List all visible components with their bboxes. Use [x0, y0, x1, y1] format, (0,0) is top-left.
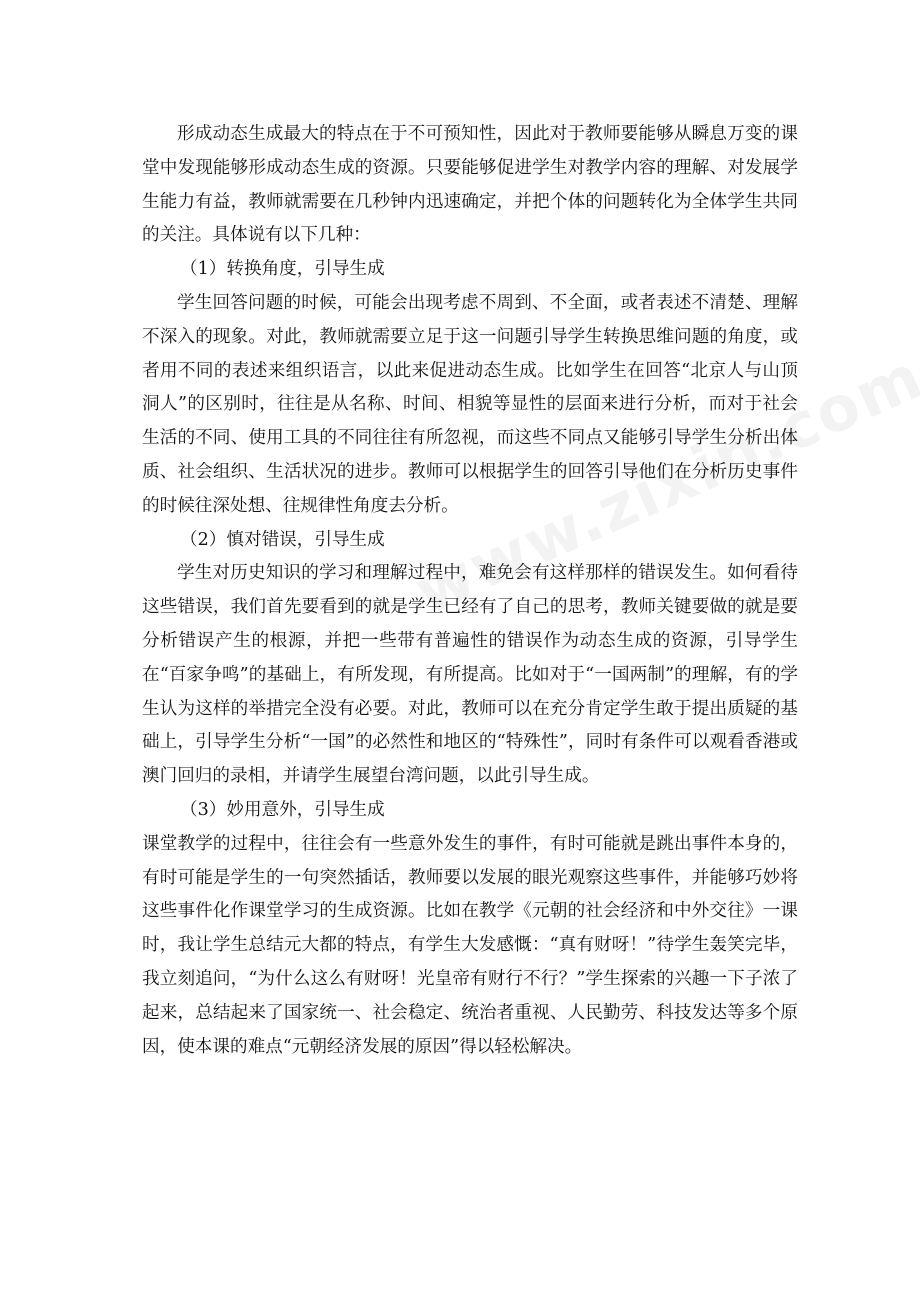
paragraph-intro: 形成动态生成最大的特点在于不可预知性，因此对于教师要能够从瞬息万变的课堂中发现能够形成动态生成的资源。只要能够促进学生对教学内容的理解、对发展学生能力有益，教师就需要在几秒钟内迅速确定，并把个体的问题转化为全体学生共同的关注。具体说有以下几种：: [142, 124, 798, 246]
section-heading-2: （2）慎对错误，引导生成: [180, 529, 385, 550]
section-heading-3: （3）妙用意外，引导生成: [180, 799, 385, 820]
paragraph-section-3: 课堂教学的过程中，往往会有一些意外发生的事件，有时可能就是跳出事件本身的，有时可能是学生的一句突然插话，教师要以发展的眼光观察这些事件，并能够巧妙将这些事件化作课堂学习的生成资源。比如在教学《元朝的社会经济和中外交往》一课时，我让学生总结元大都的特点，有学生大发感慨：“真有财呀！”待学生轰笑完毕，我立刻追问，“为什么这么有财呀！光皇帝有财行不行？”学生探索的兴趣一下子浓了起来，总结起来了国家统一、社会稳定、统治者重视、人民勤劳、科技发达等多个原因，使本课的难点“元朝经济发展的原因”得以轻松解决。: [142, 833, 798, 1057]
document-body: [142, 118, 798, 1064]
paragraph-section-2: 学生对历史知识的学习和理解过程中，难免会有这样那样的错误发生。如何看待这些错误，我们首先要看到的就是学生已经有了自己的思考，教师关键要做的就是要分析错误产生的根源，并把一些带有普遍性的错误作为动态生成的资源，引导学生在“百家争鸣”的基础上，有所发现，有所提高。比如对于“一国两制”的理解，有的学生认为这样的举措完全没有必要。对此，教师可以在充分肯定学生敢于提出质疑的基础上，引导学生分析“一国”的必然性和地区的“特殊性”，同时有条件可以观看香港或澳门回归的录相，并请学生展望台湾问题，以此引导生成。: [142, 563, 798, 787]
paragraph-section-1: 学生回答问题的时候，可能会出现考虑不周到、不全面，或者表述不清楚、理解不深入的现象。对此，教师就需要立足于这一问题引导学生转换思维问题的角度，或者用不同的表述来组织语言，以此来促进动态生成。比如学生在回答“北京人与山顶洞人”的区别时，往往是从名称、时间、相貌等显性的层面来进行分析，而对于社会生活的不同、使用工具的不同往往有所忽视，而这些不同点又能够引导学生分析出体质、社会组织、生活状况的进步。教师可以根据学生的回答引导他们在分析历史事件的时候往深处想、往规律性角度去分析。: [142, 292, 798, 516]
section-heading-1: （1）转换角度，引导生成: [180, 259, 385, 280]
